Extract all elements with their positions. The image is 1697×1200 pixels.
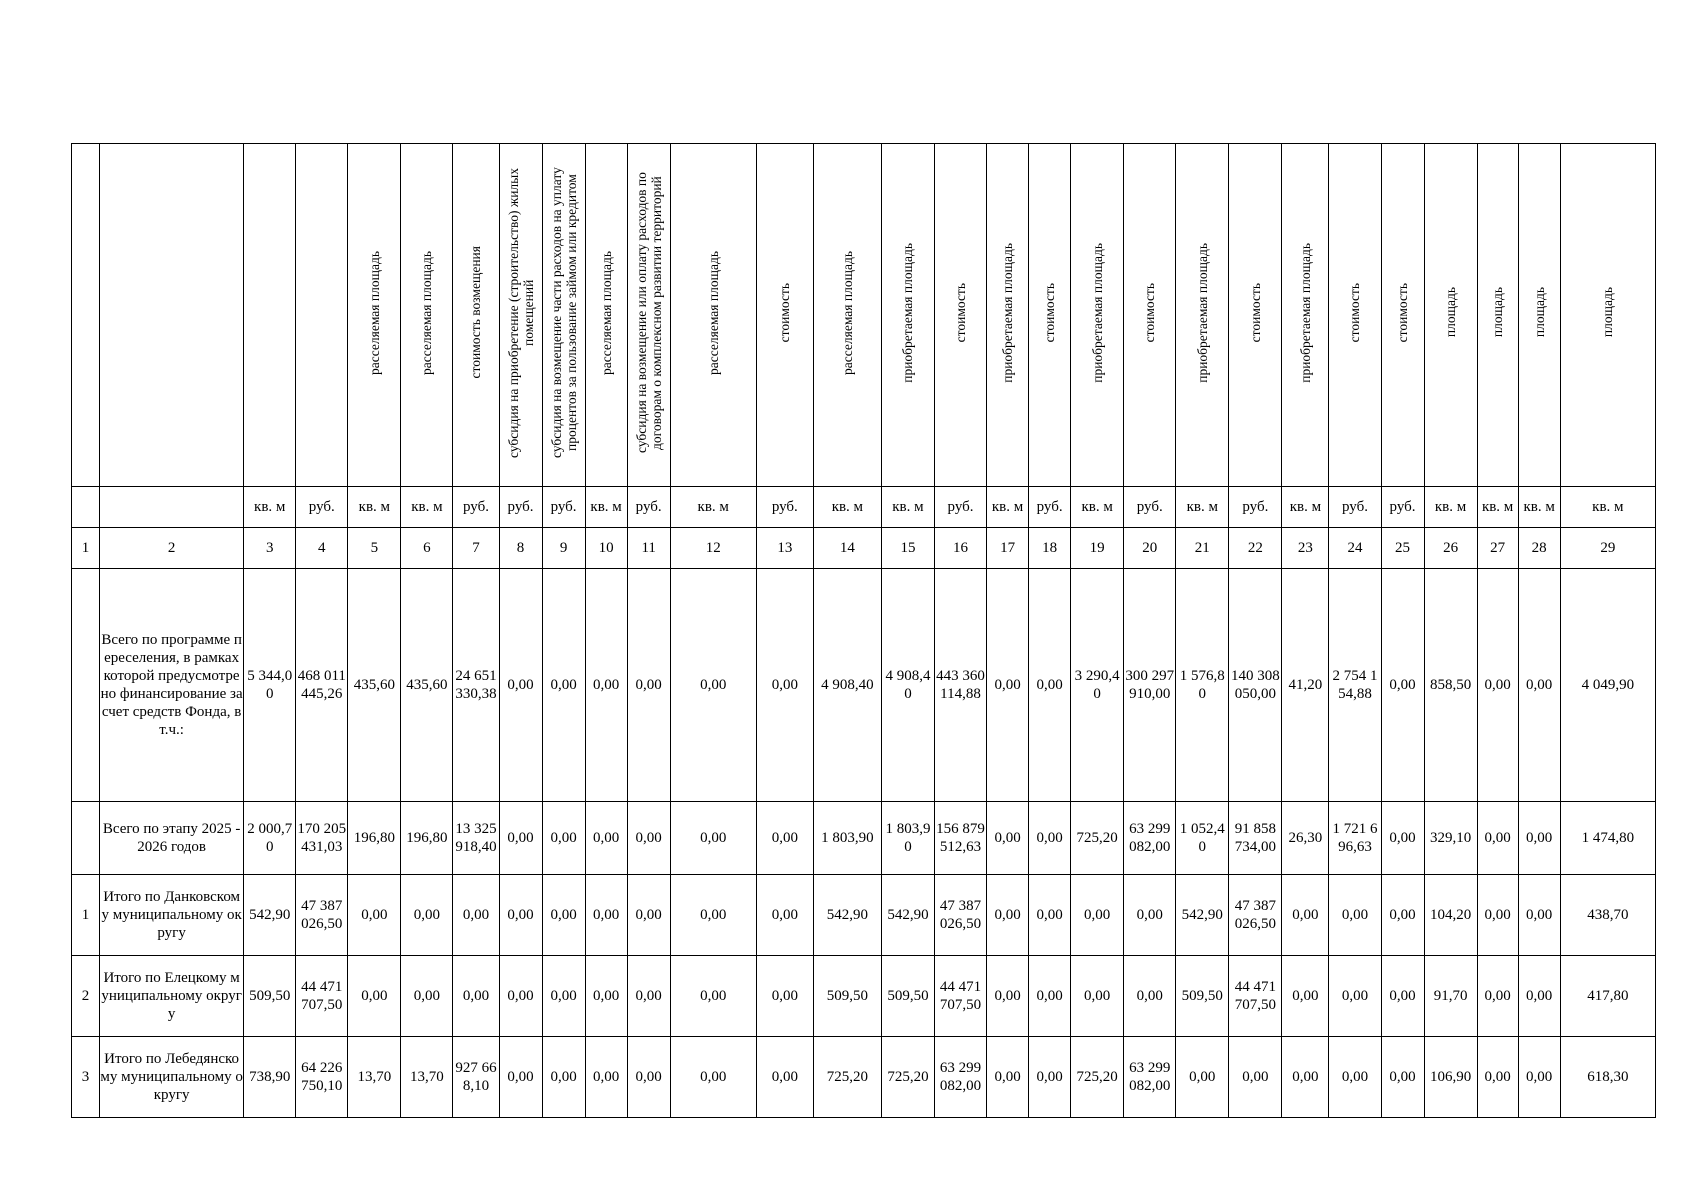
unit-cell: кв. м: [1477, 487, 1518, 528]
unit-cell: кв. м: [1518, 487, 1560, 528]
value-cell: 13,70: [401, 1037, 453, 1118]
value-cell: 300 297 910,00: [1124, 569, 1176, 802]
value-cell: 858,50: [1424, 569, 1477, 802]
value-cell: 0,00: [756, 1037, 813, 1118]
unit-cell: руб.: [1124, 487, 1176, 528]
value-cell: 91,70: [1424, 956, 1477, 1037]
value-cell: 3 290,40: [1071, 569, 1124, 802]
value-cell: 1 803,90: [813, 802, 881, 875]
table-row: [72, 956, 1656, 1037]
unit-cell: кв. м: [881, 487, 934, 528]
header-cell: стоимость: [934, 144, 986, 487]
table-row: [72, 1037, 1656, 1118]
column-names-row: [72, 144, 1656, 487]
value-cell: 0,00: [756, 569, 813, 802]
value-cell: 0,00: [453, 956, 499, 1037]
value-cell: 1 576,80: [1176, 569, 1229, 802]
value-cell: 0,00: [401, 956, 453, 1037]
header-cell: приобретаемая площадь: [881, 144, 934, 487]
header-cell: стоимость: [1124, 144, 1176, 487]
row-number: 3: [72, 1037, 100, 1118]
value-cell: 443 360 114,88: [934, 569, 986, 802]
column-number: 10: [585, 528, 627, 569]
value-cell: 0,00: [1477, 1037, 1518, 1118]
unit-cell: руб.: [542, 487, 585, 528]
value-cell: 438,70: [1560, 875, 1655, 956]
value-cell: 91 858 734,00: [1229, 802, 1282, 875]
value-cell: 0,00: [1477, 802, 1518, 875]
header-cell: [100, 144, 244, 487]
value-cell: 0,00: [1329, 875, 1381, 956]
unit-cell: кв. м: [1560, 487, 1655, 528]
value-cell: 4 049,90: [1560, 569, 1655, 802]
value-cell: 0,00: [1477, 569, 1518, 802]
value-cell: 44 471 707,50: [296, 956, 348, 1037]
column-number: 20: [1124, 528, 1176, 569]
unit-cell: руб.: [756, 487, 813, 528]
header-cell: площадь: [1518, 144, 1560, 487]
value-cell: 0,00: [1518, 1037, 1560, 1118]
value-cell: 0,00: [1029, 569, 1071, 802]
value-cell: 725,20: [813, 1037, 881, 1118]
value-cell: 417,80: [1560, 956, 1655, 1037]
value-cell: 0,00: [670, 802, 756, 875]
value-cell: 725,20: [881, 1037, 934, 1118]
column-number: 7: [453, 528, 499, 569]
column-number: 29: [1560, 528, 1655, 569]
value-cell: 0,00: [627, 875, 670, 956]
value-cell: 0,00: [542, 875, 585, 956]
value-cell: 0,00: [542, 802, 585, 875]
value-cell: 0,00: [453, 875, 499, 956]
unit-cell: руб.: [627, 487, 670, 528]
value-cell: 0,00: [1176, 1037, 1229, 1118]
value-cell: 0,00: [1518, 802, 1560, 875]
value-cell: 0,00: [585, 1037, 627, 1118]
column-number: 4: [296, 528, 348, 569]
column-number: 1: [72, 528, 100, 569]
value-cell: 725,20: [1071, 1037, 1124, 1118]
value-cell: 2 754 154,88: [1329, 569, 1381, 802]
row-name: Итого по Лебедянскому муниципальному округу: [100, 1037, 244, 1118]
value-cell: 4 908,40: [881, 569, 934, 802]
value-cell: 47 387 026,50: [934, 875, 986, 956]
unit-cell: кв. м: [670, 487, 756, 528]
column-number: 8: [499, 528, 542, 569]
column-number: 23: [1282, 528, 1329, 569]
value-cell: 196,80: [401, 802, 453, 875]
value-cell: 1 721 696,63: [1329, 802, 1381, 875]
value-cell: 0,00: [1124, 875, 1176, 956]
unit-cell: кв. м: [348, 487, 401, 528]
value-cell: 0,00: [585, 956, 627, 1037]
value-cell: 329,10: [1424, 802, 1477, 875]
value-cell: 542,90: [813, 875, 881, 956]
value-cell: 44 471 707,50: [934, 956, 986, 1037]
units-row: [72, 487, 1656, 528]
header-cell: субсидия на возмещение или оплату расходов по договорам о комплексном развитии территорий: [627, 144, 670, 487]
unit-cell: кв. м: [401, 487, 453, 528]
column-number: 14: [813, 528, 881, 569]
value-cell: 5 344,00: [244, 569, 296, 802]
value-cell: 0,00: [756, 956, 813, 1037]
column-number: 25: [1381, 528, 1424, 569]
value-cell: 0,00: [499, 569, 542, 802]
header-cell: площадь: [1424, 144, 1477, 487]
header-cell: стоимость: [1381, 144, 1424, 487]
header-cell: приобретаемая площадь: [1071, 144, 1124, 487]
value-cell: 509,50: [1176, 956, 1229, 1037]
value-cell: 738,90: [244, 1037, 296, 1118]
value-cell: 0,00: [585, 802, 627, 875]
value-cell: 63 299 082,00: [1124, 1037, 1176, 1118]
value-cell: 0,00: [348, 875, 401, 956]
header-cell: стоимость: [1029, 144, 1071, 487]
value-cell: 0,00: [756, 875, 813, 956]
value-cell: 435,60: [348, 569, 401, 802]
column-number: 27: [1477, 528, 1518, 569]
unit-cell: руб.: [296, 487, 348, 528]
unit-cell: кв. м: [987, 487, 1029, 528]
row-number: [72, 569, 100, 802]
header-cell: расселяемая площадь: [585, 144, 627, 487]
value-cell: 0,00: [401, 875, 453, 956]
value-cell: 725,20: [1071, 802, 1124, 875]
value-cell: 64 226 750,10: [296, 1037, 348, 1118]
header-cell: стоимость: [1329, 144, 1381, 487]
unit-cell: кв. м: [1176, 487, 1229, 528]
value-cell: 140 308 050,00: [1229, 569, 1282, 802]
unit-cell: [72, 487, 100, 528]
column-number: 11: [627, 528, 670, 569]
value-cell: 0,00: [1518, 569, 1560, 802]
table-row: [72, 875, 1656, 956]
value-cell: 0,00: [1124, 956, 1176, 1037]
value-cell: 0,00: [1329, 956, 1381, 1037]
header-cell: [296, 144, 348, 487]
row-number: 1: [72, 875, 100, 956]
value-cell: 0,00: [585, 569, 627, 802]
unit-cell: руб.: [499, 487, 542, 528]
column-number: 19: [1071, 528, 1124, 569]
column-number: 24: [1329, 528, 1381, 569]
resettlement-table: [71, 143, 1656, 1118]
value-cell: 24 651 330,38: [453, 569, 499, 802]
value-cell: 0,00: [670, 956, 756, 1037]
value-cell: 4 908,40: [813, 569, 881, 802]
value-cell: 542,90: [1176, 875, 1229, 956]
column-number: 2: [100, 528, 244, 569]
value-cell: 0,00: [1029, 1037, 1071, 1118]
header-cell: площадь: [1477, 144, 1518, 487]
value-cell: 0,00: [1477, 875, 1518, 956]
column-number: 16: [934, 528, 986, 569]
value-cell: 170 205 431,03: [296, 802, 348, 875]
header-cell: субсидия на приобретение (строительство) жилых помещений: [499, 144, 542, 487]
row-name: Всего по программе переселения, в рамках которой предусмотрено финансирование за счет средств Фонда, в т.ч.:: [100, 569, 244, 802]
header-cell: расселяемая площадь: [813, 144, 881, 487]
row-name: Итого по Елецкому муниципальному округу: [100, 956, 244, 1037]
header-cell: расселяемая площадь: [401, 144, 453, 487]
value-cell: 106,90: [1424, 1037, 1477, 1118]
value-cell: 0,00: [670, 1037, 756, 1118]
column-number: 28: [1518, 528, 1560, 569]
value-cell: 156 879 512,63: [934, 802, 986, 875]
value-cell: 196,80: [348, 802, 401, 875]
value-cell: 47 387 026,50: [296, 875, 348, 956]
value-cell: 1 052,40: [1176, 802, 1229, 875]
header-cell: приобретаемая площадь: [1176, 144, 1229, 487]
value-cell: 0,00: [542, 956, 585, 1037]
header-cell: [72, 144, 100, 487]
value-cell: 0,00: [1282, 875, 1329, 956]
value-cell: 0,00: [627, 1037, 670, 1118]
header-cell: субсидия на возмещение части расходов на уплату процентов за пользование займом или кредитом: [542, 144, 585, 487]
unit-cell: кв. м: [813, 487, 881, 528]
value-cell: 26,30: [1282, 802, 1329, 875]
unit-cell: кв. м: [1424, 487, 1477, 528]
value-cell: 0,00: [627, 956, 670, 1037]
column-number: 5: [348, 528, 401, 569]
value-cell: 509,50: [881, 956, 934, 1037]
table-row: [72, 569, 1656, 802]
row-number: 2: [72, 956, 100, 1037]
value-cell: 509,50: [813, 956, 881, 1037]
value-cell: 0,00: [627, 802, 670, 875]
value-cell: 468 011 445,26: [296, 569, 348, 802]
value-cell: 63 299 082,00: [934, 1037, 986, 1118]
unit-cell: кв. м: [585, 487, 627, 528]
header-cell: [244, 144, 296, 487]
column-number: 18: [1029, 528, 1071, 569]
column-number: 17: [987, 528, 1029, 569]
header-cell: стоимость возмещения: [453, 144, 499, 487]
value-cell: 0,00: [1229, 1037, 1282, 1118]
header-cell: приобретаемая площадь: [987, 144, 1029, 487]
value-cell: 104,20: [1424, 875, 1477, 956]
value-cell: 0,00: [542, 1037, 585, 1118]
unit-cell: руб.: [1229, 487, 1282, 528]
value-cell: 0,00: [499, 875, 542, 956]
header-cell: расселяемая площадь: [348, 144, 401, 487]
unit-cell: руб.: [934, 487, 986, 528]
value-cell: 0,00: [1329, 1037, 1381, 1118]
value-cell: 0,00: [542, 569, 585, 802]
unit-cell: руб.: [1381, 487, 1424, 528]
value-cell: 47 387 026,50: [1229, 875, 1282, 956]
row-name: Итого по Данковскому муниципальному округу: [100, 875, 244, 956]
value-cell: 0,00: [670, 875, 756, 956]
value-cell: 41,20: [1282, 569, 1329, 802]
value-cell: 0,00: [499, 1037, 542, 1118]
column-number: 3: [244, 528, 296, 569]
value-cell: 0,00: [987, 569, 1029, 802]
value-cell: 13 325 918,40: [453, 802, 499, 875]
row-number: [72, 802, 100, 875]
value-cell: 0,00: [585, 875, 627, 956]
value-cell: 0,00: [1071, 956, 1124, 1037]
value-cell: 0,00: [670, 569, 756, 802]
value-cell: 0,00: [1282, 1037, 1329, 1118]
value-cell: 0,00: [348, 956, 401, 1037]
value-cell: 0,00: [756, 802, 813, 875]
value-cell: 0,00: [987, 802, 1029, 875]
value-cell: 44 471 707,50: [1229, 956, 1282, 1037]
unit-cell: кв. м: [1071, 487, 1124, 528]
column-number: 13: [756, 528, 813, 569]
value-cell: 2 000,70: [244, 802, 296, 875]
unit-cell: кв. м: [1282, 487, 1329, 528]
value-cell: 0,00: [1381, 802, 1424, 875]
unit-cell: руб.: [1029, 487, 1071, 528]
value-cell: 0,00: [1029, 875, 1071, 956]
value-cell: 0,00: [1282, 956, 1329, 1037]
value-cell: 0,00: [1518, 956, 1560, 1037]
column-number: 21: [1176, 528, 1229, 569]
value-cell: 13,70: [348, 1037, 401, 1118]
unit-cell: кв. м: [244, 487, 296, 528]
value-cell: 542,90: [244, 875, 296, 956]
header-cell: стоимость: [756, 144, 813, 487]
header-cell: стоимость: [1229, 144, 1282, 487]
column-number: 26: [1424, 528, 1477, 569]
value-cell: 0,00: [987, 875, 1029, 956]
unit-cell: [100, 487, 244, 528]
value-cell: 927 668,10: [453, 1037, 499, 1118]
value-cell: 0,00: [1518, 875, 1560, 956]
value-cell: 0,00: [987, 1037, 1029, 1118]
value-cell: 509,50: [244, 956, 296, 1037]
value-cell: 542,90: [881, 875, 934, 956]
value-cell: 0,00: [1381, 956, 1424, 1037]
row-name: Всего по этапу 2025 - 2026 годов: [100, 802, 244, 875]
unit-cell: руб.: [1329, 487, 1381, 528]
column-number: 12: [670, 528, 756, 569]
header-cell: расселяемая площадь: [670, 144, 756, 487]
column-number: 22: [1229, 528, 1282, 569]
column-numbers-row: [72, 528, 1656, 569]
column-number: 9: [542, 528, 585, 569]
value-cell: 0,00: [1381, 875, 1424, 956]
table-row: [72, 802, 1656, 875]
header-cell: площадь: [1560, 144, 1655, 487]
value-cell: 0,00: [499, 956, 542, 1037]
value-cell: 0,00: [1071, 875, 1124, 956]
value-cell: 435,60: [401, 569, 453, 802]
value-cell: 618,30: [1560, 1037, 1655, 1118]
unit-cell: руб.: [453, 487, 499, 528]
header-cell: приобретаемая площадь: [1282, 144, 1329, 487]
value-cell: 0,00: [627, 569, 670, 802]
column-number: 6: [401, 528, 453, 569]
value-cell: 0,00: [499, 802, 542, 875]
value-cell: 63 299 082,00: [1124, 802, 1176, 875]
column-number: 15: [881, 528, 934, 569]
value-cell: 0,00: [1381, 569, 1424, 802]
value-cell: 0,00: [987, 956, 1029, 1037]
value-cell: 0,00: [1381, 1037, 1424, 1118]
value-cell: 0,00: [1029, 802, 1071, 875]
value-cell: 0,00: [1477, 956, 1518, 1037]
value-cell: 0,00: [1029, 956, 1071, 1037]
value-cell: 1 803,90: [881, 802, 934, 875]
value-cell: 1 474,80: [1560, 802, 1655, 875]
